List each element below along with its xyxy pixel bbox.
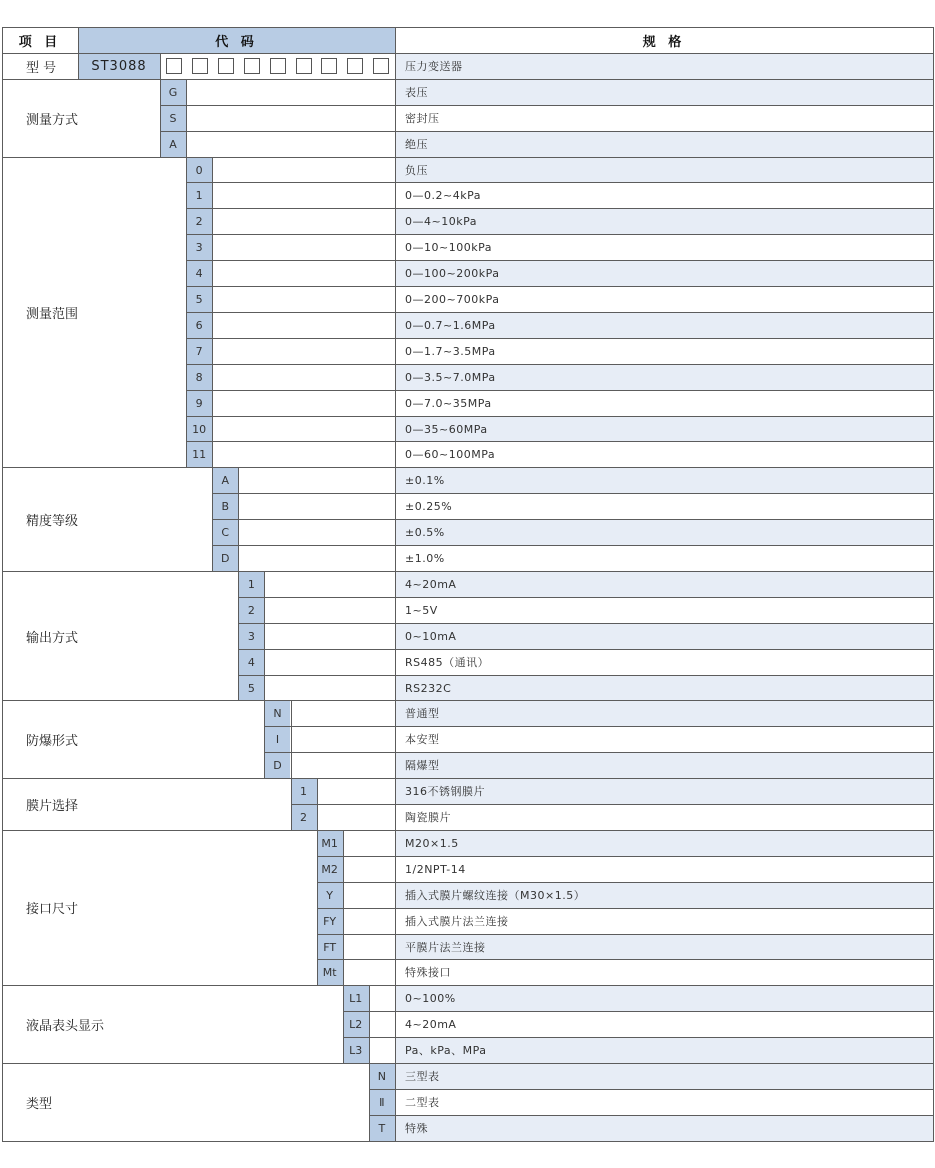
table-rule: [343, 985, 344, 1064]
spec-cell: 本安型: [405, 733, 440, 746]
table-rule: [212, 157, 213, 468]
table-rule: [238, 675, 934, 676]
table-rule: [186, 260, 934, 261]
table-rule: [369, 1115, 934, 1116]
table-rule: [238, 467, 239, 572]
table-rule: [186, 312, 934, 313]
code-input-box[interactable]: [321, 58, 337, 74]
table-rule: [2, 27, 3, 1142]
table-rule: [369, 985, 370, 1064]
table-rule: [186, 157, 187, 468]
spec-cell: 0—10~100kPa: [405, 240, 492, 254]
spec-cell: 平膜片法兰连接: [405, 941, 486, 954]
spec-cell: RS485（通讯）: [405, 656, 490, 669]
code-cell: 8: [186, 364, 212, 390]
table-rule: [238, 597, 934, 598]
spec-cell: 表压: [405, 86, 428, 99]
spec-cell: 0—35~60MPa: [405, 422, 488, 436]
code-cell: I: [264, 726, 290, 752]
table-rule: [186, 390, 934, 391]
code-input-box[interactable]: [192, 58, 208, 74]
group-label: 液晶表头显示: [26, 1018, 105, 1034]
code-cell: N: [369, 1063, 395, 1089]
code-cell: T: [369, 1115, 395, 1141]
code-cell: 7: [186, 338, 212, 364]
code-cell: N: [264, 700, 290, 726]
spec-cell: ±1.0%: [405, 551, 445, 565]
table-rule: [369, 1089, 934, 1090]
table-rule: [186, 182, 934, 183]
table-rule: [186, 208, 934, 209]
code-cell: FT: [317, 934, 343, 960]
table-rule: [317, 830, 318, 986]
table-rule: [2, 467, 934, 468]
table-rule: [933, 27, 934, 1142]
spec-cell: 陶瓷膜片: [405, 811, 451, 824]
spec-cell: 1~5V: [405, 603, 438, 617]
code-input-box[interactable]: [296, 58, 312, 74]
group-label: 输出方式: [26, 630, 79, 646]
code-cell: 0: [186, 157, 212, 183]
table-rule: [2, 830, 934, 831]
table-rule: [238, 649, 934, 650]
code-cell: 11: [186, 441, 212, 467]
code-input-box[interactable]: [373, 58, 389, 74]
code-cell: 1: [291, 778, 317, 804]
table-rule: [160, 105, 934, 106]
group-label: 膜片选择: [26, 798, 79, 814]
code-cell: S: [160, 105, 186, 131]
code-cell: 3: [238, 623, 264, 649]
code-cell: 9: [186, 390, 212, 416]
code-cell: 5: [238, 675, 264, 701]
table-rule: [395, 27, 396, 1142]
spec-cell: Pa、kPa、MPa: [405, 1044, 487, 1057]
spec-cell: ±0.1%: [405, 473, 445, 487]
table-rule: [186, 234, 934, 235]
table-rule: [369, 1063, 370, 1142]
spec-cell: 插入式膜片法兰连接: [405, 915, 509, 928]
table-rule: [2, 157, 934, 158]
code-cell: 3: [186, 234, 212, 260]
code-cell: 5: [186, 286, 212, 312]
spec-cell: 0—4~10kPa: [405, 214, 477, 228]
code-cell: A: [212, 467, 238, 493]
table-rule: [343, 1037, 934, 1038]
spec-cell: 特殊: [405, 1122, 428, 1135]
spec-cell: 0—1.7~3.5MPa: [405, 344, 496, 358]
spec-cell: 0~10mA: [405, 629, 457, 643]
spec-cell: 隔爆型: [405, 759, 440, 772]
header-code: 代 码: [215, 34, 258, 50]
code-cell: 4: [238, 649, 264, 675]
spec-cell: 0—100~200kPa: [405, 266, 500, 280]
table-rule: [186, 441, 934, 442]
table-rule: [317, 856, 934, 857]
table-rule: [264, 700, 265, 779]
code-cell: Y: [317, 882, 343, 908]
code-cell: D: [264, 752, 290, 778]
spec-cell: 0—0.7~1.6MPa: [405, 318, 496, 332]
table-rule: [212, 467, 213, 572]
table-rule: [78, 27, 79, 80]
table-rule: [2, 985, 934, 986]
group-label: 类型: [26, 1096, 53, 1112]
spec-cell: 316不锈钢膜片: [405, 785, 485, 798]
table-rule: [264, 752, 934, 753]
spec-cell: 密封压: [405, 112, 440, 125]
table-rule: [291, 700, 292, 779]
table-rule: [317, 934, 934, 935]
table-rule: [2, 53, 934, 54]
table-rule: [212, 545, 934, 546]
code-cell: M1: [317, 830, 343, 856]
spec-cell: 0—200~700kPa: [405, 292, 500, 306]
spec-cell: ±0.25%: [405, 499, 453, 513]
header-spec: 规 格: [642, 34, 686, 50]
code-cell: D: [212, 545, 238, 571]
table-rule: [2, 571, 934, 572]
table-rule: [186, 416, 934, 417]
spec-cell: RS232C: [405, 681, 452, 695]
table-rule: [317, 882, 934, 883]
code-cell: Mt: [317, 959, 343, 985]
code-cell: M2: [317, 856, 343, 882]
code-cell: Ⅱ: [369, 1089, 395, 1115]
table-rule: [186, 79, 187, 158]
table-rule: [186, 364, 934, 365]
code-cell: 10: [186, 416, 212, 442]
code-cell: A: [160, 131, 186, 157]
code-cell: B: [212, 493, 238, 519]
table-rule: [212, 519, 934, 520]
group-label: 接口尺寸: [26, 902, 79, 917]
code-cell: L1: [343, 985, 369, 1011]
table-rule: [2, 700, 934, 701]
code-cell: 6: [186, 312, 212, 338]
code-cell: 2: [186, 208, 212, 234]
code-cell: 4: [186, 260, 212, 286]
table-rule: [291, 804, 935, 805]
table-rule: [343, 1011, 934, 1012]
table-rule: [264, 571, 265, 701]
table-rule: [186, 286, 934, 287]
table-rule: [212, 493, 934, 494]
table-rule: [2, 778, 934, 779]
code-cell: L3: [343, 1037, 369, 1063]
table-rule: [186, 338, 934, 339]
code-cell: 2: [291, 804, 317, 830]
spec-cell: 特殊接口: [405, 966, 451, 979]
spec-cell: 插入式膜片螺纹连接（M30×1.5）: [405, 889, 586, 902]
model-spec: 压力变送器: [405, 60, 463, 73]
code-cell: G: [160, 79, 186, 105]
table-rule: [343, 830, 344, 986]
table-rule: [2, 1063, 934, 1064]
header-item: 项 目: [18, 34, 62, 50]
code-cell: L2: [343, 1011, 369, 1037]
group-label: 测量方式: [26, 112, 79, 128]
spec-cell: 负压: [405, 164, 428, 177]
code-input-box[interactable]: [218, 58, 234, 74]
spec-cell: 0—60~100MPa: [405, 447, 496, 461]
spec-cell: 0—3.5~7.0MPa: [405, 370, 496, 384]
table-rule: [160, 53, 161, 80]
table-rule: [160, 131, 934, 132]
code-input-box[interactable]: [166, 58, 182, 74]
spec-cell: 普通型: [405, 707, 440, 720]
code-cell: 1: [238, 571, 264, 597]
spec-cell: 1/2NPT-14: [405, 862, 466, 876]
spec-cell: 4~20mA: [405, 1017, 457, 1031]
model-label: 型 号: [26, 60, 57, 76]
code-input-box[interactable]: [244, 58, 260, 74]
group-label: 精度等级: [26, 513, 79, 529]
spec-cell: 0—0.2~4kPa: [405, 188, 481, 202]
spec-cell: 0—7.0~35MPa: [405, 396, 492, 410]
spec-cell: 二型表: [405, 1096, 440, 1109]
spec-cell: 三型表: [405, 1070, 440, 1083]
spec-cell: 4~20mA: [405, 577, 457, 591]
spec-cell: 0~100%: [405, 991, 456, 1005]
table-rule: [317, 778, 318, 831]
spec-cell: 绝压: [405, 138, 428, 151]
table-rule: [238, 623, 934, 624]
code-cell: 2: [238, 597, 264, 623]
table-rule: [2, 27, 934, 28]
table-rule: [264, 726, 934, 727]
table-rule: [160, 79, 161, 158]
table-rule: [2, 79, 934, 80]
code-input-box[interactable]: [347, 58, 363, 74]
table-rule: [317, 908, 934, 909]
code-input-box[interactable]: [270, 58, 286, 74]
code-cell: 1: [186, 182, 212, 208]
model-code: ST3088: [78, 53, 160, 79]
table-rule: [317, 959, 934, 960]
table-rule: [2, 1141, 934, 1142]
spec-cell: M20×1.5: [405, 836, 459, 850]
group-label: 防爆形式: [26, 733, 79, 749]
code-cell: FY: [317, 908, 343, 934]
table-rule: [238, 571, 239, 701]
spec-cell: ±0.5%: [405, 525, 445, 539]
code-cell: C: [212, 519, 238, 545]
table-rule: [291, 778, 292, 831]
group-label: 测量范围: [26, 307, 79, 322]
